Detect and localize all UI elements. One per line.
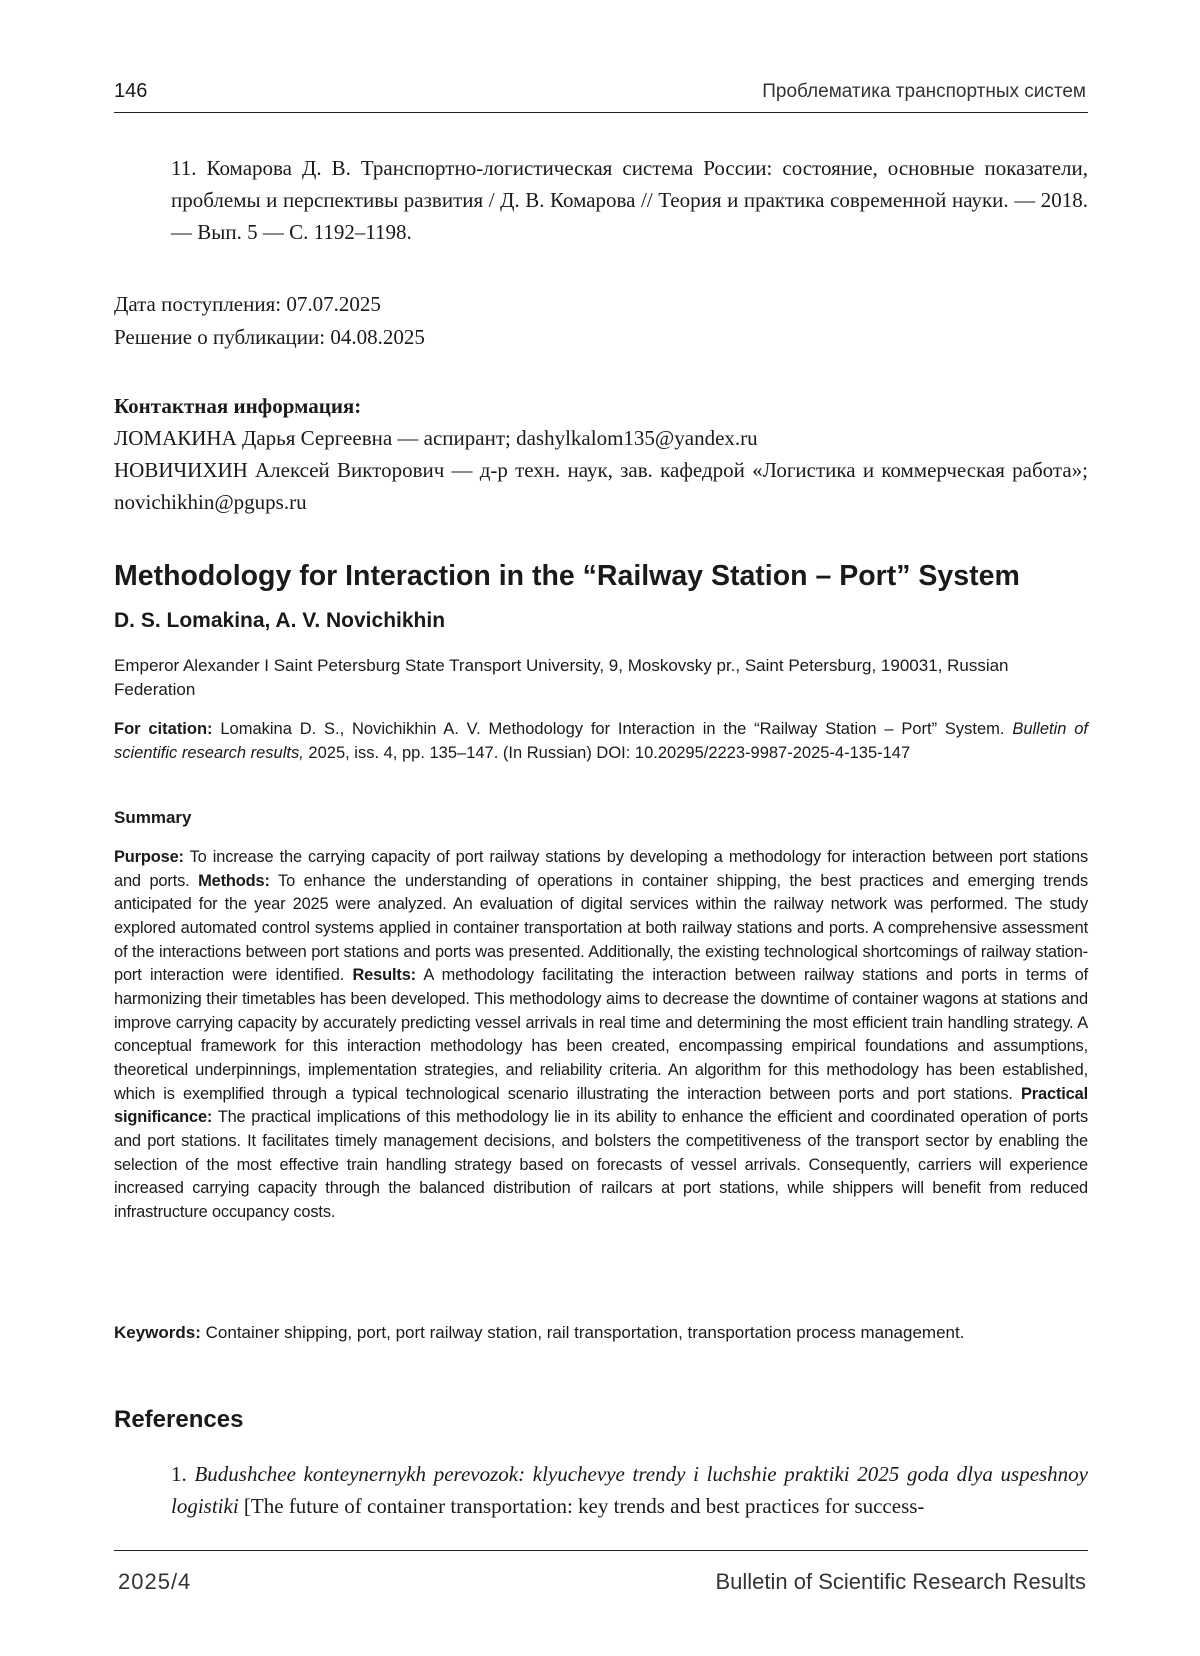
reference-11 <box>114 152 1088 248</box>
article-dates <box>114 288 1088 354</box>
article-title: Methodology for Interaction in the “Railway Station – Port” System <box>114 560 1020 592</box>
purpose-text: To increase the carrying capacity of port railway stations by developing a methodology for interaction between port stations and ports. <box>114 848 1088 890</box>
citation-block <box>114 718 1088 765</box>
running-header <box>114 76 1088 113</box>
reference-1-text <box>114 1458 1088 1522</box>
references-heading: References <box>114 1406 244 1433</box>
footer-journal: Bulletin of Scientific Research Results <box>715 1569 1086 1594</box>
running-footer <box>114 1550 1088 1594</box>
summary-body <box>114 846 1088 1225</box>
citation-journal: Bulletin of scientific research results, <box>114 720 1088 762</box>
methods-label: Methods: <box>198 871 270 890</box>
contact-author-1: ЛОМАКИНА Дарья Сергеевна — аспирант; dashylkalom135@yandex.ru <box>114 426 758 450</box>
significance-label: Practical significance: <box>114 1084 1088 1127</box>
page-number: 146 <box>114 80 148 102</box>
keywords-label: Keywords: <box>114 1323 201 1342</box>
methods-text: To enhance the understanding of operations in container shipping, the best practices and emerging trends anticipated for the year 2025 were analyzed. An evaluation of digital services within the railway network was performed. The study explored automated control systems applied in container transportation at both railway stations and ports. A comprehensive assessment of the interactions between port stations and ports was presented. Additionally, the existing technological shortcomings of railway station-port interaction were identified. <box>114 871 1088 985</box>
keywords-block <box>114 1320 1088 1345</box>
results-text: A methodology facilitating the interaction between railway stations and ports in terms of harmonizing their timetables has been developed. This methodology aims to decrease the downtime of container wagons at stations and improve carrying capacity by accurately predicting vessel arrivals in real time and determining the most efficient train handling strategy. A conceptual framework for this interaction methodology has been created, encompassing empirical foundations and assumptions, theoretical underpinnings, implementation strategies, and reliability criteria. An algorithm for this methodology has been established, which is exemplified through a typical technological scenario illustrating the interaction between ports and port stations. <box>114 966 1088 1103</box>
citation-text-before: Lomakina D. S., Novichikhin A. V. Methodology for Interaction in the “Railway Station – Port” System. <box>212 720 1013 738</box>
citation-text-after: 2025, iss. 4, pp. 135–147. (In Russian) DOI: 10.20295/2223-9987-2025-4-135-147 <box>303 743 911 762</box>
citation-label: For citation: <box>114 720 213 738</box>
reference-1-number: 1. <box>171 1462 195 1486</box>
contact-info <box>114 390 1088 518</box>
reference-1 <box>114 1458 1088 1522</box>
footer-issue: 2025/4 <box>118 1569 192 1594</box>
purpose-label: Purpose: <box>114 848 184 866</box>
keywords-text: Container shipping, port, port railway station, rail transportation, transportation process management. <box>200 1323 965 1342</box>
reference-1-rest: [The future of container transportation: key trends and best practices for success- <box>238 1494 925 1518</box>
section-title: Проблематика транспортных систем <box>762 81 1086 102</box>
contact-author-2: НОВИЧИХИН Алексей Викторович — д-р техн. наук, зав. кафедрой «Логистика и коммерческая работа»; novichikhin@pgups.ru <box>114 458 1088 514</box>
results-label: Results: <box>352 966 416 985</box>
contact-heading: Контактная информация: <box>114 394 362 418</box>
article-authors: D. S. Lomakina, A. V. Novichikhin <box>114 609 446 632</box>
reference-11-text: 11. Комарова Д. В. Транспортно-логистическая система России: состояние, основные показатели, проблемы и перспективы развития / Д. В. Комарова // Теория и практика современной науки. — 2018. — Вып. 5 — С. 1192–1198. <box>171 156 1088 244</box>
reference-1-title: Budushchee konteynernykh perevozok: klyuchevye trendy i luchshie praktiki 2025 goda dlya uspeshnoy logistiki <box>171 1462 1089 1518</box>
significance-text: The practical implications of this methodology lie in its ability to enhance the efficient and coordinated operation of ports and port stations. It facilitates timely management decisions, and bolsters the competitiveness of the transport sector by enabling the selection of the most effective train handling strategy based on forecasts of vessel arrivals. Consequently, carriers will experience increased carrying capacity through the balanced distribution of railcars at port stations, while shippers will benefit from reduced infrastructure occupancy costs. <box>114 1108 1088 1221</box>
summary-heading: Summary <box>114 808 192 827</box>
journal-page <box>114 0 1088 1656</box>
accepted-date: Решение о публикации: 04.08.2025 <box>114 325 425 349</box>
received-date: Дата поступления: 07.07.2025 <box>114 292 381 316</box>
article-affiliation: Emperor Alexander I Saint Petersburg State Transport University, 9, Moskovsky pr., Saint Petersburg, 190031, Russian Federation <box>114 656 1009 699</box>
